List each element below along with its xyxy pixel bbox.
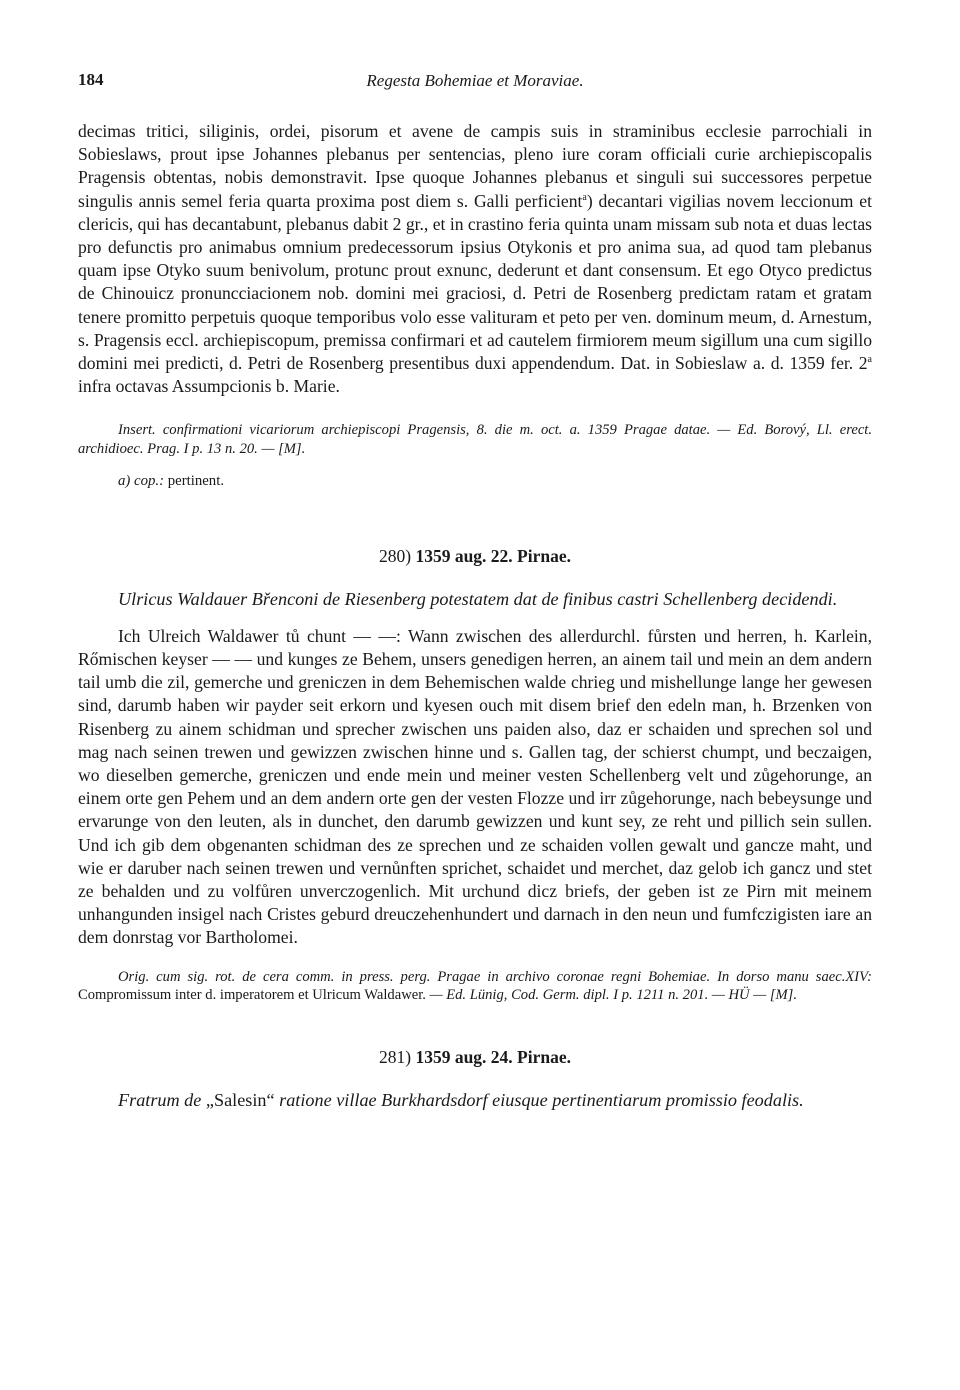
page bbox=[78, 70, 872, 1112]
source-note-roman: Compromissum inter d. imperatorem et Ulricum Waldawer. bbox=[78, 986, 430, 1003]
footnote-text: pertinent. bbox=[164, 472, 225, 489]
entry-heading-281 bbox=[78, 1047, 872, 1068]
page-number: 184 bbox=[78, 70, 104, 89]
page-header bbox=[78, 70, 872, 96]
regest-281-b: ratione villae Burkhardsdorf eiusque pertinentiarum promissio feodalis. bbox=[274, 1090, 804, 1111]
entry-number: 280) bbox=[378, 545, 416, 566]
regest-281-quoted: „Salesin“ bbox=[205, 1090, 275, 1111]
continuation-text: decimas tritici, siliginis, ordei, pisorum et avene de campis suis in straminibus ecclesie parrochiali in Sobieslaws, prout ipse Johannes plebanus per sentencias, pleno iure coram officiali curie archiepiscopalis Pragensis obtentas, nobis demonstravit. Ipse quoque Johannes plebanus et singuli sui successores perpetue singulis annis semel feria quarta proxima post diem s. Galli perficient bbox=[78, 121, 872, 211]
footnote-mark: a) cop.: bbox=[118, 472, 165, 489]
ordinal-sup: a bbox=[867, 354, 872, 366]
regest-281-a: Fratrum de bbox=[118, 1090, 206, 1111]
entry-number: 281) bbox=[378, 1047, 416, 1068]
source-note-italic-1: Orig. cum sig. rot. de cera comm. in press. perg. Pragae in archivo coronae regni Bohemiae. In dorso manu saec.XIV: bbox=[118, 968, 872, 985]
footnote-a bbox=[78, 472, 872, 490]
source-note-279 bbox=[78, 421, 872, 457]
continuation-text-3: infra octavas Assumpcionis b. Marie. bbox=[78, 376, 340, 397]
continuation-paragraph bbox=[78, 120, 872, 398]
regest-280: Ulricus Waldauer Břenconi de Riesenberg potestatem dat de finibus castri Schellenberg decidendi. bbox=[118, 588, 838, 609]
regest-281 bbox=[78, 1088, 872, 1112]
footnote-ref-a: a bbox=[582, 191, 587, 203]
continuation-text-2: ) decantari vigilias novem leccionum et clericis, qui has decantabunt, plebanus dabit 2 gr., et in crastino feria quinta unam missam sub nota et duas lectas pro defunctis pro animabus omnium predecessorum ipsius Otykonis et pro anima sua, ad quod tam plebanus quam ipse Otyko suum benivolum, protunc prout exnunc, dederunt et dant consensum. Et ego Otyco predictus de Chinouicz pronuncciacionem nob. domini mei graciosi, d. Petri de Rosenberg predictam ratam et gratam tenere promitto perpetuis quoque temporibus volo esse valituram et peto per ven. dominum meum, d. Arnestum, s. Pragensis eccl. archiepiscopum, premissa confirmari et ad cautelem firmiorem meum sigillum una cum sigillo domini mei predicti, d. Petri de Rosenberg presentibus duxi appendendum. Dat. in Sobieslaw a. d. 1359 fer. 2 bbox=[78, 190, 872, 374]
running-title: Regesta Bohemiae et Moraviae. bbox=[366, 71, 584, 90]
source-note-280 bbox=[78, 968, 872, 1004]
entry-heading-280 bbox=[78, 546, 872, 567]
source-note-italic-2: — Ed. Lünig, Cod. Germ. dipl. I p. 1211 n. 201. — HÜ — [M]. bbox=[429, 986, 798, 1003]
entry-date: 1359 aug. 22. Pirnae. bbox=[415, 545, 571, 566]
document-text-280: Ich Ulreich Waldawer tů chunt — —: Wann zwischen des allerdurchl. fůrsten und herren, h. Karlein, Rőmischen keyser — — und kunges ze Behem, unsers genedigen herren, an ainem tail und mein an dem andern tail umb die zil, gemerche und greniczen in dem Behemischen walde chrieg und mishellunge lange her gewesen sind, darumb haben wir payder seit erkorn und kyesen ouch mit disem brief den edeln man, h. Brzenken von Risenberg zu ainem schidman und sprecher zwischen uns paiden also, daz er schaiden und sprechen sol und mag nach seinen trewen und gewizzen zwischen hinne und s. Gallen tag, der schierst chumpt, und beczaigen, wo dieselben gemerche, greniczen und ende mein und meiner vesten Schellenberg velt und zůgehorunge, an einem orte gen Pehem und an dem andern orte gen der vesten Flozze und irr zůgehorunge, nach bebeysunge und ervarunge von den leuten, als in dunchet, den darumb gewizzen und kunt sey, ze reht und pillich sein sullen. Und ich gib dem obgenanten schidman des ze sprechen und ze schaiden vollen gewalt und gancze maht, und wie er daruber nach seinen trewen und vernůnften sprichet, schaidet und merchet, daz gelob ich gancz und stet ze behalden und zu volfůren unverczogenlich. Mit urchund dicz briefs, der geben ist ze Pirn mit meinem unhangunden insigel nach Cristes geburd dreuczehenhundert und darnach in den neun und fumfczigisten iare an dem donrstag vor Bartholomei. bbox=[78, 625, 872, 948]
entry-date: 1359 aug. 24. Pirnae. bbox=[415, 1047, 571, 1068]
source-note-text: Insert. confirmationi vicariorum archiepiscopi Pragensis, 8. die m. oct. a. 1359 Pragae datae. — Ed. Borový, Ll. erect. archidioec. Prag. I p. 13 n. 20. — [M]. bbox=[78, 422, 872, 457]
